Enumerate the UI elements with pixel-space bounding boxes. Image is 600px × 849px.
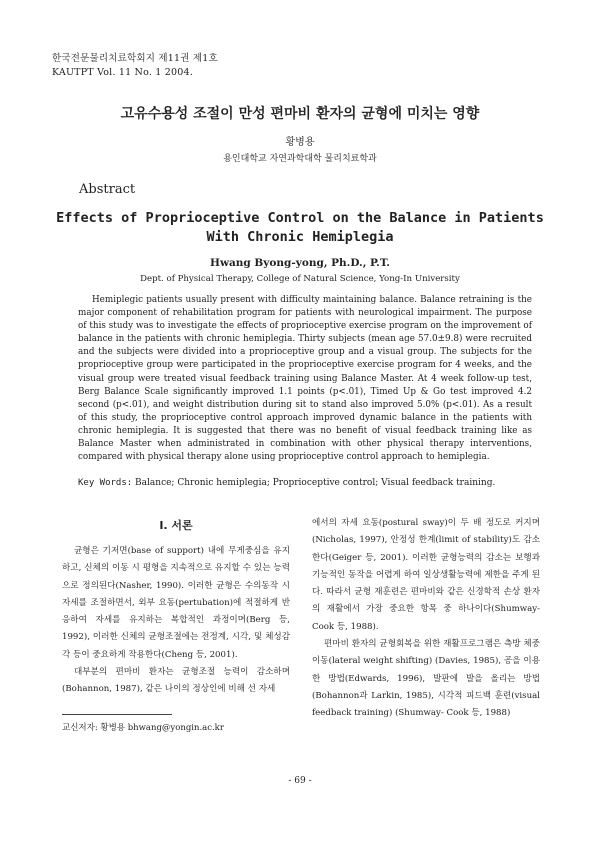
section-heading: I. 서론 (159, 519, 193, 532)
right-paragraph-2: 편마비 환자의 균형회복을 위한 재활프로그램은 측방 체중 이동(lateral weight shifting) (Davies, 1985), 공을 이용한 방법(Edwards, 1996), 발판에 발을 올리는 방법(Bohannon과 Larkin, 1985), 시각적 피드백 훈련(visual feedback training) (Shumway- Cook 등, 1988) (312, 639, 540, 719)
english-title (0, 209, 600, 247)
keywords-text: Balance; Chronic hemiplegia; Proprioceptive control; Visual feedback training. (132, 478, 496, 488)
keywords-label: Key Words: (78, 478, 133, 488)
page-number: - 69 - (288, 776, 312, 786)
left-paragraph-2: 대부분의 편마비 환자는 균형조절 능력이 감소하며(Bohannon, 1987), 같은 나이의 정상인에 비해 선 자세 (62, 667, 290, 695)
english-title-line1: Effects of Proprioceptive Control on the Balance in Patients (56, 210, 544, 226)
right-column (312, 515, 540, 723)
abstract-body: Hemiplegic patients usually present with difficulty maintaining balance. Balance retraining is the major component of rehabilitation program for patients with neurological impairment. The purpose of this study was to investigate the effects of proprioceptive exercise program on the improvement of balance in the patients with chronic hemiplegia. Thirty subjects (mean age 57.0±9.8) were recruited and the subjects were divided into a proprioceptive group and a visual group. The subjects for the proprioceptive group were participated in the proprioceptive exercise program for 4 weeks, and the visual group were treated visual feedback training using Balance Master. At 4 week follow-up test, Berg Balance Scale significantly improved 1.1 points (p<.01), Timed Up & Go test improved 4.2 second (p<.01), and weight distribution during sit to stand also improved 5.0% (p<.01). As a result of this study, the proprioceptive control approach improved dynamic balance in the patients with chronic hemiplegia. It is suggested that there was no benefit of visual feedback training like as Balance Master when administrated in combination with other physical therapy interventions, compared with physical therapy alone using proprioceptive control approach to hemiplegia. (78, 295, 532, 463)
abstract-heading: Abstract (79, 182, 136, 197)
right-paragraph-1: 에서의 자세 요동(postural sway)이 두 배 정도로 커지며(Nicholas, 1997), 안정성 한계(limit of stability)도 감소한다(Geiger 등, 2001). 이러한 균형능력의 감소는 보행과 기능적인 동작을 어렵게 하여 일상생활능력에 제한을 주게 된다. 따라서 균형 재훈련은 편마비와 같은 신경학적 손상 환자의 재활에서 가장 중요한 항목 중 하나이다(Shumway-Cook 등, 1988). (312, 518, 540, 632)
left-paragraph-1: 균형은 기저면(base of support) 내에 무게중심을 유지하고, 신체의 이동 시 평형을 지속적으로 유지할 수 있는 능력으로 정의된다(Nasher, 1990). 이러한 균형은 수의동작 시 자세를 조절하면서, 외부 요동(pertubation)에 적절하게 반응하여 자세를 유지하는 복합적인 과정이며(Berg 등, 1992), 이러한 신체의 균형조절에는 전정계, 시각, 및 체성감각 등이 중요하게 작용한다(Cheng 등, 2001). (62, 546, 290, 660)
journal-header (52, 52, 218, 80)
keywords (78, 478, 532, 488)
korean-author: 황병용 (285, 137, 315, 148)
english-affiliation: Dept. of Physical Therapy, College of Natural Science, Yong-In University (140, 274, 460, 284)
english-author: Hwang Byong-yong, Ph.D., P.T. (210, 257, 390, 269)
korean-affiliation: 용인대학교 자연과학대학 물리치료학과 (223, 154, 377, 164)
left-column (62, 543, 290, 699)
footnote: 교신저자: 황병용 bhwang@yongin.ac.kr (62, 723, 224, 733)
journal-english: KAUTPT Vol. 11 No. 1 2004. (52, 67, 193, 78)
journal-korean: 한국전문물리치료학회지 제11권 제1호 (52, 53, 218, 64)
english-title-line2: With Chronic Hemiplegia (206, 229, 394, 245)
footnote-divider (62, 714, 172, 715)
korean-title: 고유수용성 조절이 만성 편마비 환자의 균형에 미치는 영향 (120, 106, 480, 122)
